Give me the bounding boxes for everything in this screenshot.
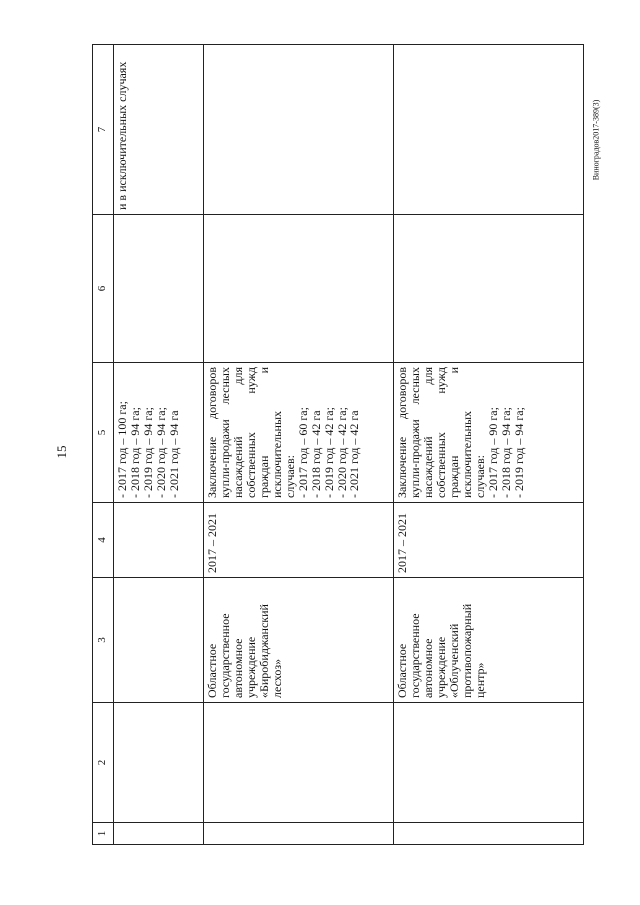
table-cell	[114, 503, 204, 578]
table-cell	[114, 578, 204, 703]
column-header: 5	[93, 363, 114, 503]
column-header: 3	[93, 578, 114, 703]
column-header: 2	[93, 703, 114, 823]
table-container	[92, 45, 582, 845]
table-cell	[204, 45, 394, 215]
table-cell: 2017 – 2021	[204, 503, 394, 578]
table-row	[204, 45, 394, 845]
table-cell	[394, 45, 584, 215]
column-header: 1	[93, 823, 114, 845]
table-cell	[394, 215, 584, 363]
table-cell: 2017 – 2021	[394, 503, 584, 578]
table-cell	[114, 703, 204, 823]
table-row	[394, 45, 584, 845]
table-cell	[114, 215, 204, 363]
table-cell	[394, 703, 584, 823]
table-cell	[204, 823, 394, 845]
table-cell	[114, 823, 204, 845]
header-row	[93, 45, 114, 845]
column-header: 6	[93, 215, 114, 363]
data-table	[92, 44, 584, 845]
table-cell	[394, 823, 584, 845]
table-cell: Заключение договоров купли-продажи лесных насаждений для собственных нужд граждан и исключительных случаев: - 2017 год – 90 га; - 2018 год – 94 га; - 2019 год – 94 га;	[394, 363, 584, 503]
table-cell: Областное государственное автономное учреждение «Облученский противопожарный центр»	[394, 578, 584, 703]
page-number: 15	[54, 445, 69, 459]
table-row	[114, 45, 204, 845]
footer-code: Виноградов2017-389(3)	[591, 99, 601, 181]
column-header: 7	[93, 45, 114, 215]
table-cell: - 2017 год – 100 га; - 2018 год – 94 га; - 2019 год – 94 га; - 2020 год – 94 га; - 2021 год – 94 га	[114, 363, 204, 503]
table-cell	[204, 703, 394, 823]
table-cell: и в исключительных случаях	[114, 45, 204, 215]
table-cell	[204, 215, 394, 363]
table-cell: Областное государственное автономное учреждение «Биробиджанский лесхоз»	[204, 578, 394, 703]
column-header: 4	[93, 503, 114, 578]
table-cell: Заключение договоров купли-продажи лесных насаждений для собственных нужд граждан и исключительных случаев: - 2017 год – 60 га; - 2018 год – 42 га - 2019 год – 42 га; - 2020 год – 42 га; - 2021 год – 42 га	[204, 363, 394, 503]
